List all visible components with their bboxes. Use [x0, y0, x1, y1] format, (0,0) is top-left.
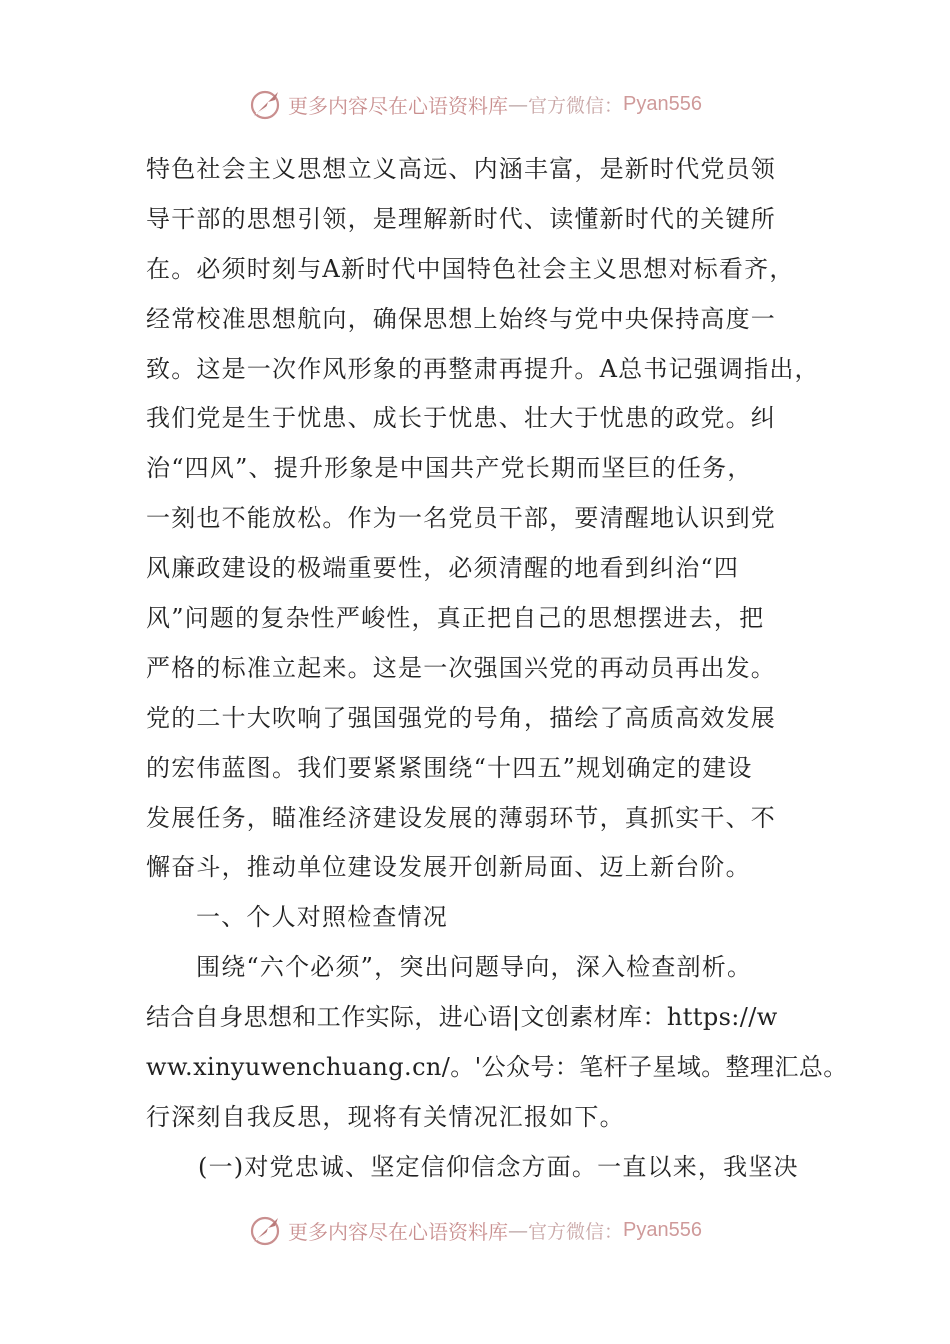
banner-separator: — [508, 1218, 528, 1242]
text-line: 党的二十大吹响了强国强党的号角，描绘了高质高效发展 [146, 703, 776, 732]
text-line: 的宏伟蓝图。我们要紧紧围绕“十四五”规划确定的建设 [146, 753, 753, 782]
text-line: 风廉政建设的极端重要性，必须清醒的地看到纠治“四 [146, 554, 740, 583]
text-line: 致。这是一次作风形象的再整肃再提升。A总书记强调指出， [146, 354, 820, 383]
banner-main-text: 更多内容尽在心语资料库 [288, 93, 508, 118]
header-banner [0, 84, 950, 124]
banner-side-text: 官方微信： [528, 1220, 624, 1243]
text-line: 治“四风”、提升形象是中国共产党长期而坚巨的任务， [146, 454, 753, 483]
text-line: 我们党是生于忧患、成长于忧患、壮大于忧患的政党。纠 [146, 404, 776, 433]
banner-side-text: 官方微信： [528, 94, 624, 117]
subsection-heading: (一)对党忠诚、坚定信仰信念方面。一直以来，我坚决 [198, 1152, 799, 1181]
text-line: 严格的标准立起来。这是一次强国兴党的再动员再出发。 [146, 653, 776, 682]
section-heading: 一、个人对照检查情况 [196, 903, 448, 932]
text-line: 围绕“六个必须”，突出问题导向，深入检查剖析。 [196, 953, 753, 982]
text-line: 发展任务，瞄准经济建设发展的薄弱环节，真抓实干、不 [146, 803, 776, 832]
text-line: 行深刻自我反思，现将有关情况汇报如下。 [146, 1102, 625, 1131]
quill-pen-logo-icon [248, 1212, 284, 1248]
banner-wechat-id: Pyan556 [623, 92, 702, 115]
text-line: 特色社会主义思想立义高远、内涵丰富，是新时代党员领 [146, 155, 776, 183]
text-line: 结合自身思想和工作实际，进心语|文创素材库：https://w [146, 1003, 778, 1032]
document-body [146, 145, 848, 1193]
text-line: 懈奋斗，推动单位建设发展开创新局面、迈上新台阶。 [146, 853, 751, 882]
banner-separator: — [508, 92, 528, 116]
text-line: 一刻也不能放松。作为一名党员干部，要清醒地认识到党 [146, 504, 776, 533]
banner-main-text: 更多内容尽在心语资料库 [288, 1219, 508, 1244]
banner-wechat-id: Pyan556 [623, 1218, 702, 1241]
text-line: 风”问题的复杂性严峻性，真正把自己的思想摆进去，把 [146, 604, 765, 633]
text-line: 在。必须时刻与A新时代中国特色社会主义思想对标看齐， [146, 254, 795, 283]
text-line: ww.xinyuwenchuang.cn/。'公众号：笔杆子星域。整理汇总。 [146, 1053, 848, 1082]
footer-banner [0, 1210, 950, 1250]
text-line: 经常校准思想航向，确保思想上始终与党中央保持高度一 [146, 304, 776, 333]
quill-pen-logo-icon [248, 86, 284, 122]
text-line: 导干部的思想引领，是理解新时代、读懂新时代的关键所 [146, 204, 776, 233]
